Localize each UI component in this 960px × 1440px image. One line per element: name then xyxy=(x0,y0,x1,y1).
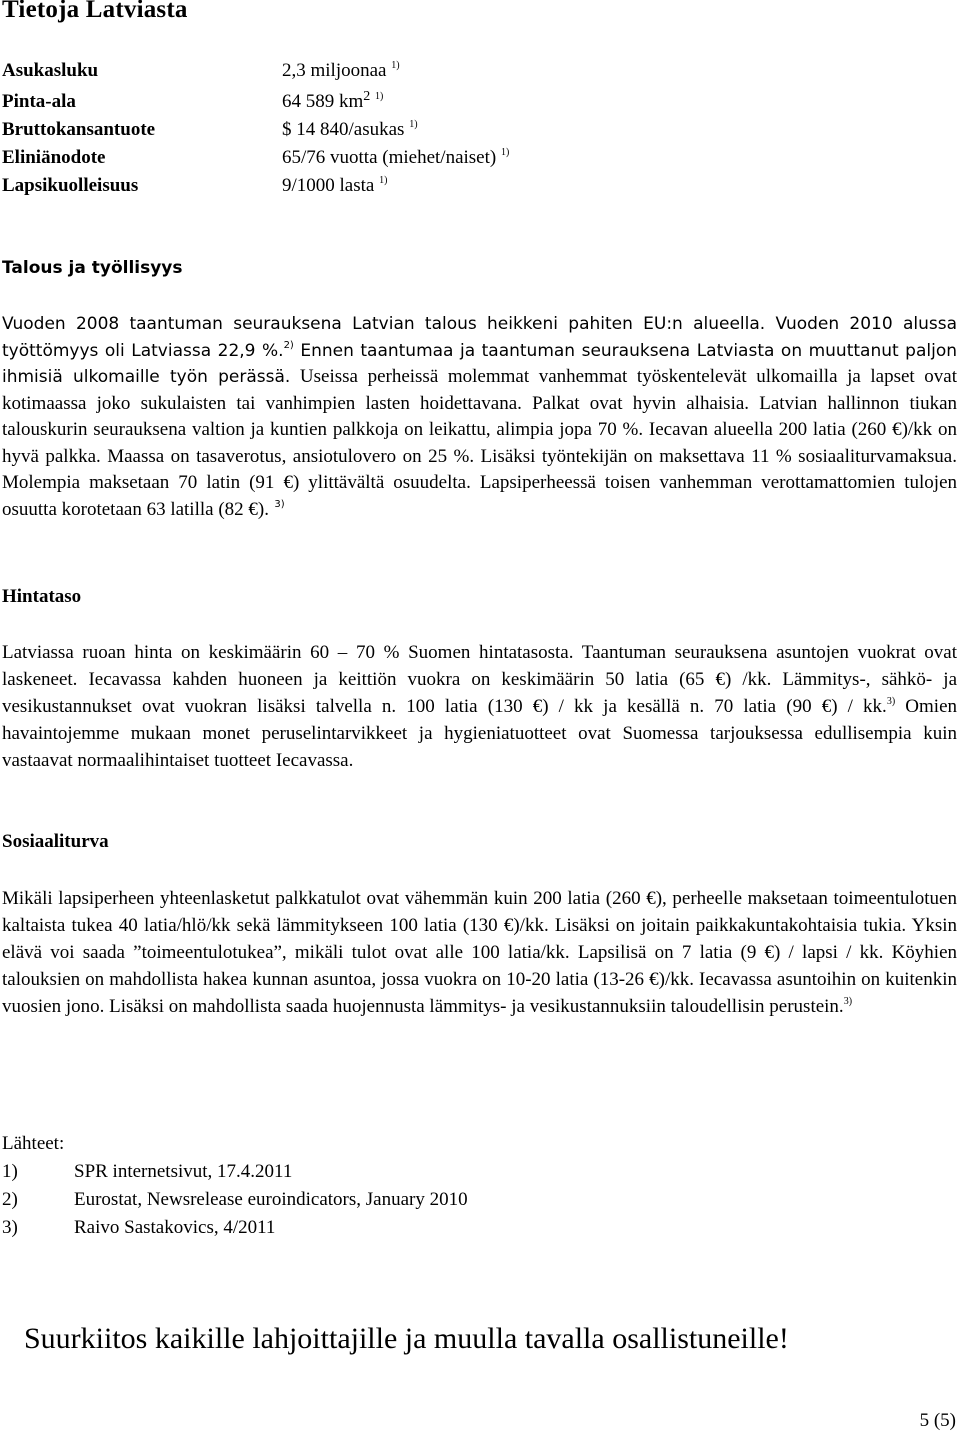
source-number: 3) xyxy=(2,1217,18,1238)
fact-label: Pinta-ala xyxy=(2,91,76,112)
section-heading-talous: Talous ja työllisyys xyxy=(2,258,183,278)
footnote-ref: 1) xyxy=(500,147,510,158)
source-item xyxy=(2,1158,293,1186)
fact-label: Asukasluku xyxy=(2,60,99,81)
source-item xyxy=(2,1186,468,1214)
paragraph-hintataso: Latviassa ruoan hinta on keskimäärin 60 – 70 % Suomen hintatasosta. Taantuman seurauksena asuntojen vuokrat ovat laskeneet. Iecavassa kahden huoneen ja keittiön vuokra on keskimäärin 50 latia (65 €) /kk. Lämmitys-, sähkö- ja vesikustannukset ovat vuokran lisäksi talvella n. 100 latia (130 €) / kk ja kesällä n. 70 latia (90 €) / kk.$^{3)}$ Omien havaintojemme mukaan monet peruselintarvikkeet ja hygieniatuotteet ovat Suomessa tarjouksessa edullisempia kuin vastaavat normaalihintaiset tuotteet Iecavassa. xyxy=(2,642,957,771)
footnote-ref: 3) xyxy=(274,498,285,510)
thanks-message: Suurkiitos kaikille lahjoittajille ja muulla tavalla osallistuneille! xyxy=(24,1322,789,1355)
fact-label: Lapsikuolleisuus xyxy=(2,175,139,196)
source-text: Eurostat, Newsrelease euroindicators, January 2010 xyxy=(74,1189,468,1210)
footnote-ref: 2) xyxy=(283,339,294,351)
footnote-ref: 1) xyxy=(409,119,418,130)
source-item xyxy=(2,1214,276,1242)
footnote-ref: 3) xyxy=(843,996,853,1007)
section-heading-sosiaaliturva: Sosiaaliturva xyxy=(2,831,109,852)
fact-value: 64 589 $km^2$ $^{1)}$ xyxy=(282,89,384,112)
superscript-exponent: 2 xyxy=(363,89,371,104)
paragraph-talous: Vuoden 2008 taantuman seurauksena Latvian talous heikkeni pahiten EU:n alueella. Vuoden 2010 alussa työttömyys oli Latviassa 22,9 %.$^{2)}$ Ennen taantumaa ja taantuman seurauksena Latviasta on muuttanut paljon ihmisiä ulkomaille työn perässä. Useissa perheissä molemmat vanhemmat työskentelevät ulkomailla ja lapset ovat kotimaassa joko sukulaisten tai vanhimpien lasten hoidettavana. Palkat ovat hyvin alhaisia. Latvian hallinnon tiukan talouskurin seurauksena valtion ja kuntien palkkoja on leikattu, alimpia jopa 70 %. Iecavan alueella 200 latia (260 €)/kk on hyvä palkka. Maassa on tasaverotus, ansiotulovero on 25 %. Lisäksi työntekijän on maksettava 11 % sosiaaliturvamaksua. Molempia maksetaan 70 latin (91 €) ylittävältä osuudelta. Lapsiperheessä toisen vanhemman verottamattomien tulojen osuutta korotetaan 63 latilla (82 €). $^{3)}$ xyxy=(2,314,957,520)
page-title: Tietoja Latviasta xyxy=(2,0,188,23)
footnote-ref: 1) xyxy=(375,91,384,102)
fact-label: Eliniänodote xyxy=(2,147,106,168)
page-number: 5 (5) xyxy=(919,1410,956,1431)
paragraph-sosiaaliturva: Mikäli lapsiperheen yhteenlasketut palkkatulot ovat vähemmän kuin 200 latia (260 €), perheelle maksetaan toimeentulotuen kaltaista tukea 40 latia/hlö/kk sekä lämmitykseen 100 latia (130 €)/kk. Lisäksi on joitain paikkakuntakohtaisia tukia. Yksin elävä voi saada ”toimeentulotukea”, mikäli tulot ovat alle 100 latia/kk. Lapsilisä on 7 latia (9 €) / lapsi / kk. Köyhien talouksien on mahdollista hakea kunnan asuntoa, jossa vuokra on 10-20 latia (13-26 €)/kk. Iecavassa asuntoihin on kuitenkin vuosien jono. Lisäksi on mahdollista saada huojennusta lämmitys- ja vesikustannuksiin taloudellisin perustein.$^{3)}$ xyxy=(2,888,957,1017)
section-heading-hintataso: Hintataso xyxy=(2,586,82,607)
source-text: SPR internetsivut, 17.4.2011 xyxy=(74,1161,293,1182)
fact-value: 2,3 miljoonaa $^{1)}$ xyxy=(282,60,400,81)
fact-label: Bruttokansantuote xyxy=(2,119,156,140)
fact-value: 9/1000 lasta $^{1)}$ xyxy=(282,175,388,196)
source-number: 1) xyxy=(2,1161,18,1182)
source-number: 2) xyxy=(2,1189,18,1210)
footnote-ref: 1) xyxy=(391,60,400,71)
footnote-ref: 1) xyxy=(379,175,388,186)
fact-value: 65/76 vuotta (miehet/naiset) $^{1)}$ xyxy=(282,147,510,168)
fact-value: $ 14 840/asukas $^{1)}$ xyxy=(282,119,418,140)
sources-list xyxy=(2,1130,468,1242)
sources-heading: Lähteet: xyxy=(2,1133,65,1154)
footnote-ref: 3) xyxy=(886,696,896,707)
source-text: Raivo Sastakovics, 4/2011 xyxy=(74,1217,276,1238)
